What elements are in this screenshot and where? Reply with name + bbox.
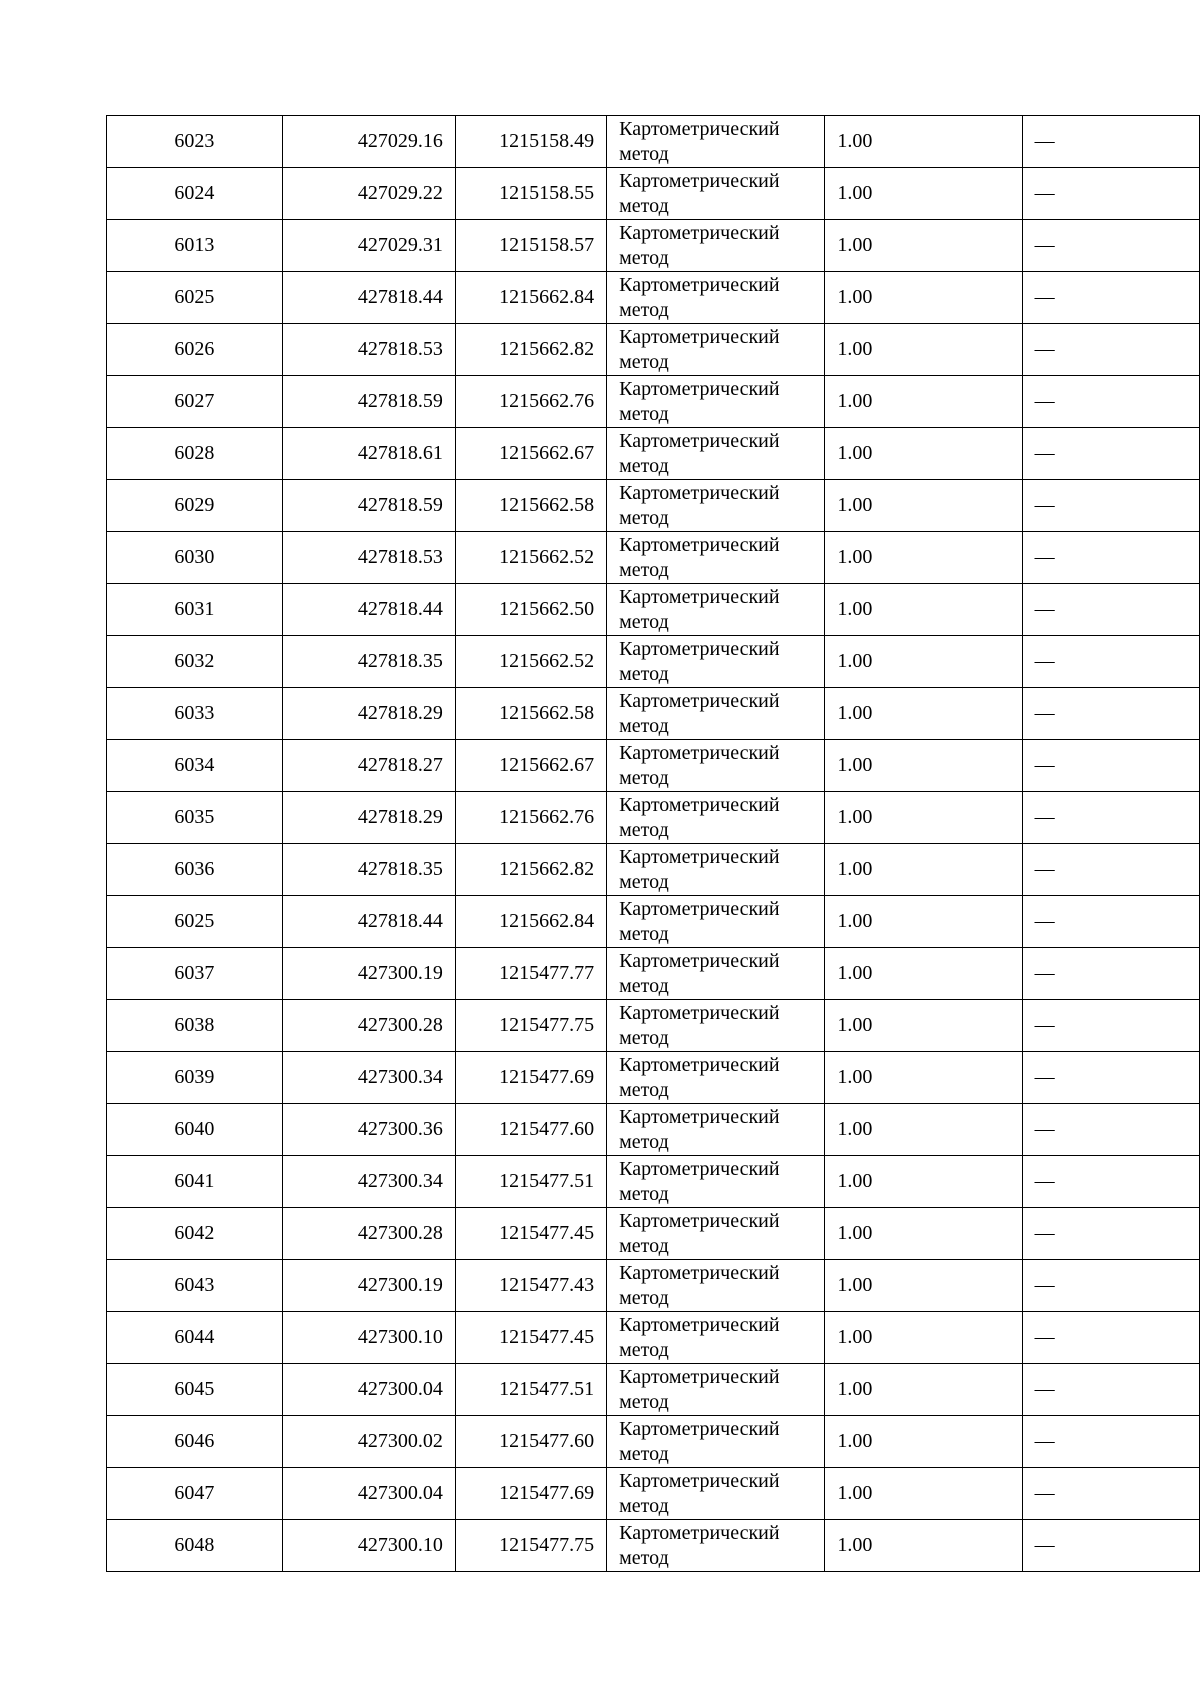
note-cell: — [1022, 116, 1199, 168]
y-coordinate-cell: 1215662.52 [455, 636, 606, 688]
note-cell: — [1022, 1520, 1199, 1572]
accuracy-cell: 1.00 [825, 272, 1022, 324]
y-coordinate-cell: 1215158.55 [455, 168, 606, 220]
table-row [107, 428, 1200, 480]
point-number-cell: 6025 [107, 272, 283, 324]
table-row [107, 168, 1200, 220]
accuracy-cell: 1.00 [825, 844, 1022, 896]
x-coordinate-cell: 427818.61 [282, 428, 455, 480]
note-cell: — [1022, 844, 1199, 896]
accuracy-cell: 1.00 [825, 1104, 1022, 1156]
x-coordinate-cell: 427029.31 [282, 220, 455, 272]
x-coordinate-cell: 427300.34 [282, 1052, 455, 1104]
method-cell: Картометрический метод [607, 1364, 825, 1416]
y-coordinate-cell: 1215477.43 [455, 1260, 606, 1312]
x-coordinate-cell: 427300.10 [282, 1520, 455, 1572]
x-coordinate-cell: 427300.10 [282, 1312, 455, 1364]
x-coordinate-cell: 427300.19 [282, 948, 455, 1000]
note-cell: — [1022, 532, 1199, 584]
note-cell: — [1022, 636, 1199, 688]
method-cell: Картометрический метод [607, 792, 825, 844]
method-cell: Картометрический метод [607, 1312, 825, 1364]
table-row [107, 480, 1200, 532]
x-coordinate-cell: 427818.53 [282, 532, 455, 584]
x-coordinate-cell: 427300.02 [282, 1416, 455, 1468]
method-cell: Картометрический метод [607, 740, 825, 792]
note-cell: — [1022, 740, 1199, 792]
accuracy-cell: 1.00 [825, 792, 1022, 844]
table-row [107, 740, 1200, 792]
point-number-cell: 6044 [107, 1312, 283, 1364]
method-cell: Картометрический метод [607, 1208, 825, 1260]
point-number-cell: 6032 [107, 636, 283, 688]
accuracy-cell: 1.00 [825, 1052, 1022, 1104]
table-row [107, 220, 1200, 272]
method-cell: Картометрический метод [607, 1416, 825, 1468]
table-row [107, 532, 1200, 584]
note-cell: — [1022, 324, 1199, 376]
point-number-cell: 6041 [107, 1156, 283, 1208]
accuracy-cell: 1.00 [825, 428, 1022, 480]
y-coordinate-cell: 1215662.67 [455, 428, 606, 480]
point-number-cell: 6038 [107, 1000, 283, 1052]
method-cell: Картометрический метод [607, 1052, 825, 1104]
coordinates-table [106, 115, 1200, 1572]
accuracy-cell: 1.00 [825, 116, 1022, 168]
x-coordinate-cell: 427818.35 [282, 636, 455, 688]
method-cell: Картометрический метод [607, 1000, 825, 1052]
x-coordinate-cell: 427818.29 [282, 792, 455, 844]
method-cell: Картометрический метод [607, 688, 825, 740]
table-row [107, 116, 1200, 168]
coordinates-table-body [107, 116, 1200, 1572]
accuracy-cell: 1.00 [825, 1260, 1022, 1312]
method-cell: Картометрический метод [607, 1156, 825, 1208]
y-coordinate-cell: 1215477.75 [455, 1000, 606, 1052]
point-number-cell: 6048 [107, 1520, 283, 1572]
note-cell: — [1022, 1156, 1199, 1208]
accuracy-cell: 1.00 [825, 896, 1022, 948]
accuracy-cell: 1.00 [825, 376, 1022, 428]
x-coordinate-cell: 427029.22 [282, 168, 455, 220]
method-cell: Картометрический метод [607, 480, 825, 532]
accuracy-cell: 1.00 [825, 740, 1022, 792]
x-coordinate-cell: 427300.19 [282, 1260, 455, 1312]
note-cell: — [1022, 1312, 1199, 1364]
table-row [107, 1364, 1200, 1416]
point-number-cell: 6034 [107, 740, 283, 792]
method-cell: Картометрический метод [607, 636, 825, 688]
y-coordinate-cell: 1215662.82 [455, 844, 606, 896]
table-row [107, 792, 1200, 844]
accuracy-cell: 1.00 [825, 324, 1022, 376]
note-cell: — [1022, 428, 1199, 480]
accuracy-cell: 1.00 [825, 1468, 1022, 1520]
method-cell: Картометрический метод [607, 220, 825, 272]
note-cell: — [1022, 1052, 1199, 1104]
method-cell: Картометрический метод [607, 428, 825, 480]
x-coordinate-cell: 427818.35 [282, 844, 455, 896]
method-cell: Картометрический метод [607, 324, 825, 376]
table-row [107, 1000, 1200, 1052]
y-coordinate-cell: 1215477.69 [455, 1052, 606, 1104]
note-cell: — [1022, 168, 1199, 220]
x-coordinate-cell: 427818.53 [282, 324, 455, 376]
point-number-cell: 6023 [107, 116, 283, 168]
table-row [107, 1260, 1200, 1312]
point-number-cell: 6037 [107, 948, 283, 1000]
point-number-cell: 6040 [107, 1104, 283, 1156]
table-row [107, 1052, 1200, 1104]
note-cell: — [1022, 272, 1199, 324]
y-coordinate-cell: 1215477.60 [455, 1416, 606, 1468]
note-cell: — [1022, 480, 1199, 532]
y-coordinate-cell: 1215158.49 [455, 116, 606, 168]
point-number-cell: 6027 [107, 376, 283, 428]
point-number-cell: 6047 [107, 1468, 283, 1520]
y-coordinate-cell: 1215662.76 [455, 792, 606, 844]
note-cell: — [1022, 220, 1199, 272]
point-number-cell: 6045 [107, 1364, 283, 1416]
x-coordinate-cell: 427818.59 [282, 376, 455, 428]
method-cell: Картометрический метод [607, 116, 825, 168]
accuracy-cell: 1.00 [825, 1156, 1022, 1208]
method-cell: Картометрический метод [607, 844, 825, 896]
accuracy-cell: 1.00 [825, 1416, 1022, 1468]
note-cell: — [1022, 1000, 1199, 1052]
y-coordinate-cell: 1215477.51 [455, 1156, 606, 1208]
point-number-cell: 6036 [107, 844, 283, 896]
table-row [107, 948, 1200, 1000]
point-number-cell: 6039 [107, 1052, 283, 1104]
accuracy-cell: 1.00 [825, 1312, 1022, 1364]
point-number-cell: 6046 [107, 1416, 283, 1468]
method-cell: Картометрический метод [607, 1260, 825, 1312]
note-cell: — [1022, 376, 1199, 428]
table-row [107, 1416, 1200, 1468]
method-cell: Картометрический метод [607, 532, 825, 584]
x-coordinate-cell: 427818.29 [282, 688, 455, 740]
note-cell: — [1022, 1468, 1199, 1520]
point-number-cell: 6025 [107, 896, 283, 948]
y-coordinate-cell: 1215662.58 [455, 688, 606, 740]
note-cell: — [1022, 948, 1199, 1000]
point-number-cell: 6033 [107, 688, 283, 740]
y-coordinate-cell: 1215662.67 [455, 740, 606, 792]
x-coordinate-cell: 427300.34 [282, 1156, 455, 1208]
note-cell: — [1022, 688, 1199, 740]
note-cell: — [1022, 896, 1199, 948]
y-coordinate-cell: 1215477.60 [455, 1104, 606, 1156]
table-row [107, 1312, 1200, 1364]
table-row [107, 376, 1200, 428]
y-coordinate-cell: 1215662.50 [455, 584, 606, 636]
accuracy-cell: 1.00 [825, 1000, 1022, 1052]
table-row [107, 844, 1200, 896]
method-cell: Картометрический метод [607, 376, 825, 428]
x-coordinate-cell: 427818.59 [282, 480, 455, 532]
x-coordinate-cell: 427818.44 [282, 272, 455, 324]
accuracy-cell: 1.00 [825, 168, 1022, 220]
method-cell: Картометрический метод [607, 896, 825, 948]
note-cell: — [1022, 1416, 1199, 1468]
y-coordinate-cell: 1215662.76 [455, 376, 606, 428]
y-coordinate-cell: 1215662.52 [455, 532, 606, 584]
accuracy-cell: 1.00 [825, 1364, 1022, 1416]
x-coordinate-cell: 427300.04 [282, 1468, 455, 1520]
note-cell: — [1022, 1364, 1199, 1416]
x-coordinate-cell: 427818.27 [282, 740, 455, 792]
y-coordinate-cell: 1215662.84 [455, 272, 606, 324]
accuracy-cell: 1.00 [825, 480, 1022, 532]
point-number-cell: 6035 [107, 792, 283, 844]
accuracy-cell: 1.00 [825, 220, 1022, 272]
x-coordinate-cell: 427300.28 [282, 1208, 455, 1260]
method-cell: Картометрический метод [607, 168, 825, 220]
point-number-cell: 6030 [107, 532, 283, 584]
method-cell: Картометрический метод [607, 1468, 825, 1520]
accuracy-cell: 1.00 [825, 688, 1022, 740]
note-cell: — [1022, 1104, 1199, 1156]
table-row [107, 636, 1200, 688]
method-cell: Картометрический метод [607, 584, 825, 636]
table-row [107, 324, 1200, 376]
table-row [107, 584, 1200, 636]
table-row [107, 1520, 1200, 1572]
accuracy-cell: 1.00 [825, 532, 1022, 584]
point-number-cell: 6013 [107, 220, 283, 272]
x-coordinate-cell: 427300.36 [282, 1104, 455, 1156]
table-row [107, 272, 1200, 324]
point-number-cell: 6042 [107, 1208, 283, 1260]
table-row [107, 1468, 1200, 1520]
point-number-cell: 6024 [107, 168, 283, 220]
method-cell: Картометрический метод [607, 272, 825, 324]
y-coordinate-cell: 1215477.69 [455, 1468, 606, 1520]
method-cell: Картометрический метод [607, 1104, 825, 1156]
point-number-cell: 6028 [107, 428, 283, 480]
accuracy-cell: 1.00 [825, 948, 1022, 1000]
x-coordinate-cell: 427300.28 [282, 1000, 455, 1052]
y-coordinate-cell: 1215477.75 [455, 1520, 606, 1572]
y-coordinate-cell: 1215662.58 [455, 480, 606, 532]
y-coordinate-cell: 1215477.51 [455, 1364, 606, 1416]
y-coordinate-cell: 1215477.45 [455, 1208, 606, 1260]
table-row [107, 1104, 1200, 1156]
accuracy-cell: 1.00 [825, 636, 1022, 688]
x-coordinate-cell: 427029.16 [282, 116, 455, 168]
y-coordinate-cell: 1215477.77 [455, 948, 606, 1000]
note-cell: — [1022, 1260, 1199, 1312]
note-cell: — [1022, 584, 1199, 636]
y-coordinate-cell: 1215662.82 [455, 324, 606, 376]
accuracy-cell: 1.00 [825, 1520, 1022, 1572]
table-row [107, 1156, 1200, 1208]
accuracy-cell: 1.00 [825, 584, 1022, 636]
note-cell: — [1022, 1208, 1199, 1260]
method-cell: Картометрический метод [607, 948, 825, 1000]
y-coordinate-cell: 1215662.84 [455, 896, 606, 948]
note-cell: — [1022, 792, 1199, 844]
point-number-cell: 6029 [107, 480, 283, 532]
table-row [107, 1208, 1200, 1260]
point-number-cell: 6043 [107, 1260, 283, 1312]
method-cell: Картометрический метод [607, 1520, 825, 1572]
y-coordinate-cell: 1215158.57 [455, 220, 606, 272]
point-number-cell: 6031 [107, 584, 283, 636]
point-number-cell: 6026 [107, 324, 283, 376]
accuracy-cell: 1.00 [825, 1208, 1022, 1260]
x-coordinate-cell: 427300.04 [282, 1364, 455, 1416]
y-coordinate-cell: 1215477.45 [455, 1312, 606, 1364]
x-coordinate-cell: 427818.44 [282, 584, 455, 636]
x-coordinate-cell: 427818.44 [282, 896, 455, 948]
table-row [107, 896, 1200, 948]
table-row [107, 688, 1200, 740]
